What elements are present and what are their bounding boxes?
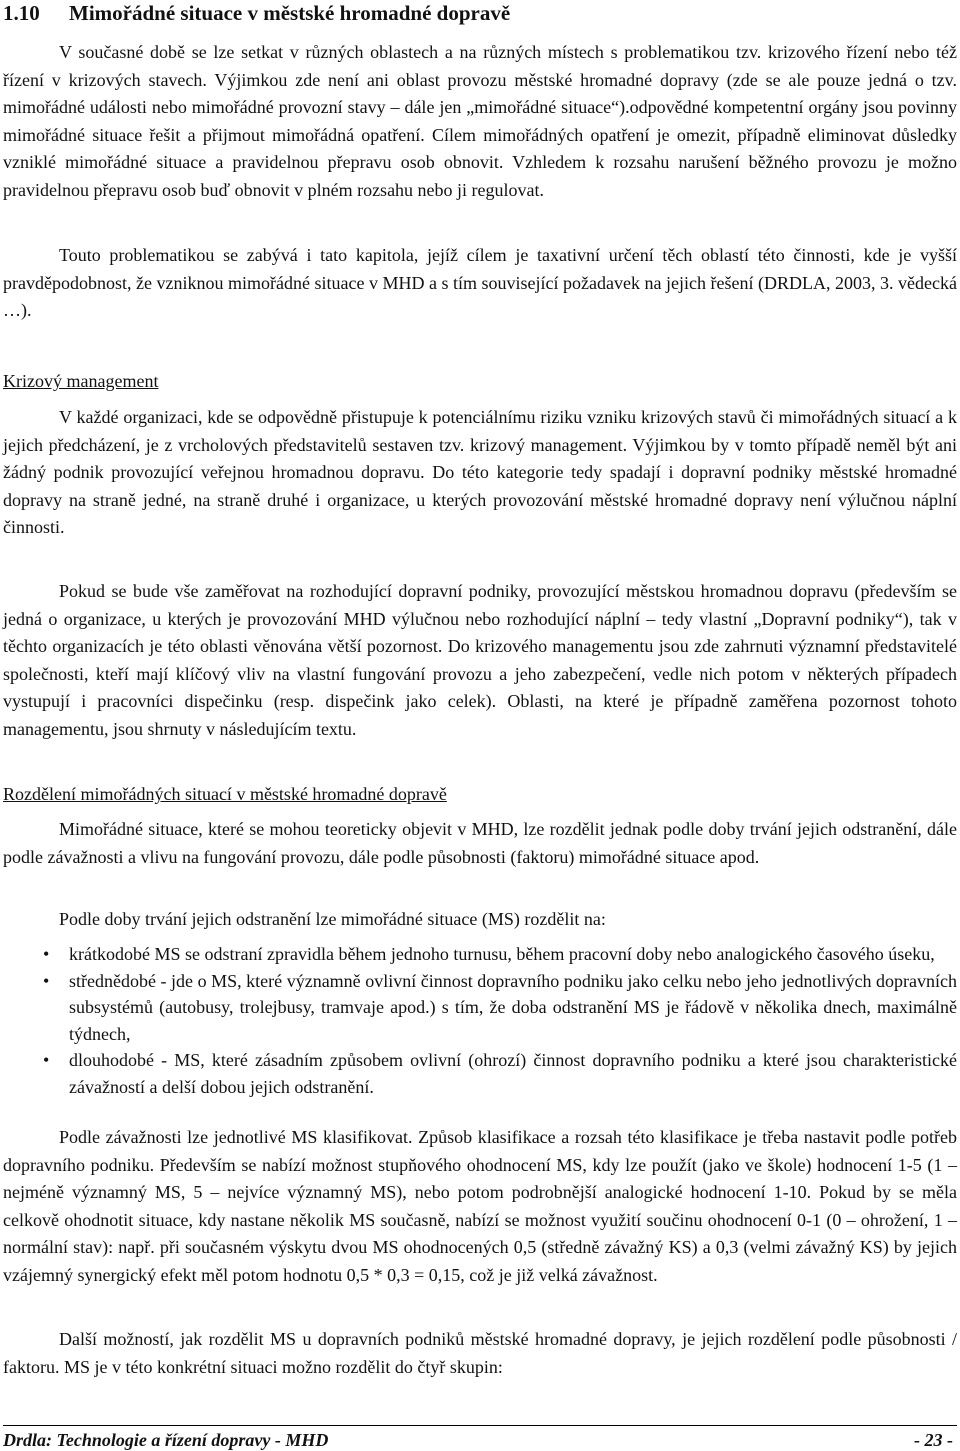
page-number: - 23 - bbox=[914, 1430, 953, 1450]
bullet-icon: • bbox=[43, 970, 50, 991]
paragraph-krizovy-management: V každé organizaci, kde se odpovědně přistupuje k potenciálnímu riziku vzniku krizových stavů či mimořádných situací a k jejich předcházení, je z vrcholových představitelů sestaven tzv. krizový management. Výjimkou by v tomto případě neměl být ani žádný podnik provozující veřejnou hromadnou dopravu. Do této kategorie tedy spadají i dopravní podniky městské hromadné dopravy na straně jedné, na straně druhé i organizace, u kterých provozování městské hromadné dopravy není výlučnou náplní činnosti. bbox=[3, 407, 957, 537]
paragraph-rozdeleni-ms: Mimořádné situace, které se mohou teoreticky objevit v MHD, lze rozdělit jednak podle doby trvání jejich odstranění, dále podle závažnosti a vlivu na fungování provozu, dále podle působnosti (faktoru) mimořádné situace apod. bbox=[3, 819, 957, 867]
section-title bbox=[3, 0, 510, 26]
section-title-text: Mimořádné situace v městské hromadné dopravě bbox=[69, 1, 511, 25]
footer-divider bbox=[3, 1425, 957, 1426]
paragraph-dopravni-podniky: Pokud se bude vše zaměřovat na rozhodující dopravní podniky, provozující městskou hromadnou dopravu (především se jedná o organizace, u kterých je provozování MHD výlučnou nebo rozhodující náplní – tedy vlastní „Dopravní podniky“), tak v těchto organizacích je této oblasti věnována větší pozornost. Do krizového managementu jsou zde zahrnuti významní představitelé společnosti, kteří mají klíčový vliv na vlastní fungování provozu a jeho zabezpečení, vedle nich potom v některých případech vystupují i pracovníci dispečinku (resp. dispečink jako celek). Oblasti, na které je případně zaměřena pozornost tohoto managementu, jsou shrnuty v následujícím textu. bbox=[3, 581, 957, 739]
paragraph-intro: V současné době se lze setkat v různých oblastech a na různých místech s problematikou tzv. krizového řízení nebo též řízení v krizových stavech. Výjimkou zde není ani oblast provozu městské hromadné dopravy (zde se ale pouze jedná o tzv. mimořádné události nebo mimořádné provozní stavy – dále jen „mimořádné situace“).odpovědné kompetentní orgány jsou povinny mimořádné situace řešit a přijmout mimořádná opatření. Cílem mimořádných opatření je omezit, případně eliminovat důsledky vzniklé mimořádné situace a pravidelnou přepravu osob obnovit. Vzhledem k rozsahu narušení běžného provozu je možno pravidelnou přepravu osob buď obnovit v plném rozsahu nebo ji regulovat. bbox=[3, 42, 957, 200]
paragraph-zavaznost: Podle závažnosti lze jednotlivé MS klasifikovat. Způsob klasifikace a rozsah této klasifikace je třeba nastavit podle potřeb dopravního podniku. Především se nabízí možnost stupňového ohodnocení MS, kdy lze použít (jako ve škole) hodnocení 1-5 (1 – nejméně významný MS, 5 – nejvíce významný MS), nebo potom podrobnější analogické hodnocení 1-10. Pokud by se měla celkově ohodnotit situace, kdy nastane několik MS současně, nabízí se možnost využití součinu ohodnocení 0-1 (0 – ohrožení, 1 – normální stav): např. při současném výskytu dvou MS ohodnocených 0,5 (středně závažný KS) a 0,3 (velmi závažný KS) by jejich vzájemný synergický efekt měl potom hodnotu 0,5 * 0,3 = 0,15, což je již velká závažnost. bbox=[3, 1127, 957, 1285]
list-item bbox=[3, 941, 957, 968]
list-item-text: střednědobé - jde o MS, které významně ovlivní činnost dopravního podniku jako celku nebo jeho jednotlivých dopravních subsystémů (autobusy, trolejbusy, tramvaje apod.) s tím, že doba odstranění MS je řádově v několika dnech, maximálně týdnech, bbox=[69, 970, 957, 1044]
list-item-text: krátkodobé MS se odstraní zpravidla během jednoho turnusu, během pracovní doby nebo analogického časového úseku, bbox=[69, 944, 935, 964]
list-item bbox=[3, 968, 957, 1048]
list-item bbox=[3, 1047, 957, 1100]
page-footer bbox=[3, 1430, 957, 1450]
list-item-text: dlouhodobé - MS, které zásadním způsobem ovlivní (ohrozí) činnost dopravního podniku a které jsou charakteristické závažností a delší dobou jejich odstranění. bbox=[69, 1050, 957, 1097]
bullet-icon: • bbox=[43, 944, 50, 964]
footer-title: Drdla: Technologie a řízení dopravy - MHD bbox=[3, 1430, 329, 1450]
paragraph-chapter-scope: Touto problematikou se zabývá i tato kapitola, jejíž cílem je taxativní určení těch oblastí této činnosti, kde je vyšší pravděpodobnost, že vzniknou mimořádné situace v MHD a s tím související požadavek na jejich řešení (DRDLA, 2003, 3. vědecká …). bbox=[3, 245, 957, 320]
bullet-list-doba-trvani bbox=[3, 941, 957, 1100]
paragraph-doba-trvani: Podle doby trvání jejich odstranění lze mimořádné situace (MS) rozdělit na: bbox=[59, 909, 606, 929]
heading-krizovy-management: Krizový management bbox=[3, 371, 159, 391]
bullet-icon: • bbox=[43, 1050, 50, 1070]
paragraph-pusobnost: Další možností, jak rozdělit MS u dopravních podniků městské hromadné dopravy, je jejich rozdělení podle působnosti / faktoru. MS je v této konkrétní situaci možno rozdělit do čtyř skupin: bbox=[3, 1329, 957, 1377]
heading-rozdeleni-ms: Rozdělení mimořádných situací v městské hromadné dopravě bbox=[3, 784, 447, 804]
section-number: 1.10 bbox=[3, 1, 40, 25]
